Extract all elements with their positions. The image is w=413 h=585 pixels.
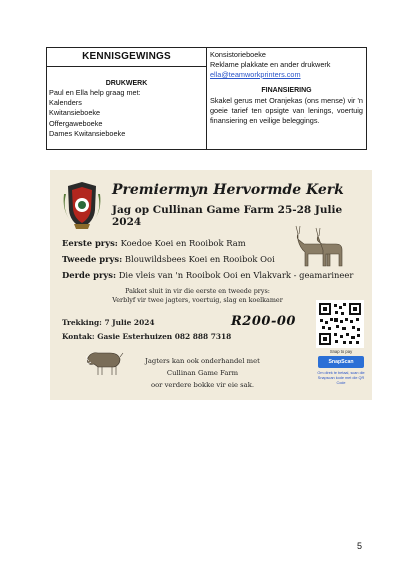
antelope-icon	[286, 222, 346, 270]
printing-line: Kalenders	[49, 98, 82, 108]
printing-line: Kwitansieboeke	[49, 108, 101, 118]
prize-label: Eerste prys:	[62, 238, 118, 248]
notice-table	[46, 47, 367, 150]
draw-date: Trekking: 7 Julie 2024	[62, 318, 155, 327]
notice-heading: KENNISGEWINGS	[47, 48, 206, 67]
advert-title: Premiermyn Hervormde Kerk	[112, 182, 344, 198]
second-prize	[62, 254, 275, 264]
ticket-price: R200-00	[231, 314, 296, 329]
snapscan-note: Om direk te betaal, scan die Snapscan kode met die QR Code	[317, 371, 365, 385]
finance-subheading: FINANSIERING	[261, 87, 312, 95]
footer-line: oor verdere bokke vir eie sak.	[151, 381, 254, 389]
footer-line: Jagters kan ook onderhandel met	[145, 357, 260, 365]
printing-list	[47, 87, 206, 139]
hunt-advert	[50, 170, 372, 400]
printing-line: Offergaweboeke	[49, 118, 103, 128]
printing-line: Konsistorieboeke	[210, 50, 266, 59]
first-prize	[62, 238, 246, 248]
footer-line: Cullinan Game Farm	[166, 369, 239, 377]
printing-subheading: DRUKWERK	[105, 80, 148, 87]
church-crest-icon	[60, 180, 104, 232]
package-includes	[80, 287, 315, 305]
snapscan-button[interactable]: SnapScan	[318, 356, 364, 368]
printing-line: Dames Kwitansieboeke	[49, 128, 126, 138]
prize-label: Derde prys:	[62, 270, 117, 280]
advert-subtitle: Jag op Cullinan Game Farm 25-28 Julie 2024	[112, 204, 343, 228]
notice-right-column	[207, 48, 366, 149]
prize-label: Tweede prys:	[62, 254, 123, 264]
footer-text	[110, 355, 295, 391]
contact-line: Kontak: Gasie Esterhuizen 082 888 7318	[62, 332, 232, 341]
email-link[interactable]: ella@teamworkprinters.com	[210, 69, 301, 79]
qr-code-icon[interactable]	[316, 300, 364, 348]
page-number: 5	[357, 541, 363, 551]
prize-text: Blouwildsbees Koei en Rooibok Ooi	[122, 254, 275, 264]
notice-left-column	[47, 48, 207, 149]
qr-caption: Snap to pay	[329, 349, 353, 354]
printing-line: Paul en Ella help graag met:	[49, 88, 141, 97]
prize-text: Koedoe Koei en Rooibok Ram	[117, 238, 246, 248]
package-line: Pakket sluit in vir die eerste en tweede prys:	[125, 287, 270, 295]
prize-text: Die vleis van 'n Rooibok Ooi en Vlakvark - geamarineer	[116, 270, 354, 280]
package-line: Verblyf vir twee jagters, voertuig, slag en koelkamer	[112, 296, 283, 304]
printing-line: Reklame plakkate en ander drukwerk	[210, 59, 331, 69]
third-prize	[62, 270, 353, 280]
finance-paragraph: Skakel gerus met Oranjekas (ons mense) vir 'n goeie tarief ten opsigte van lenings, voertuig finansiering en veilige beleggings.	[210, 96, 363, 125]
